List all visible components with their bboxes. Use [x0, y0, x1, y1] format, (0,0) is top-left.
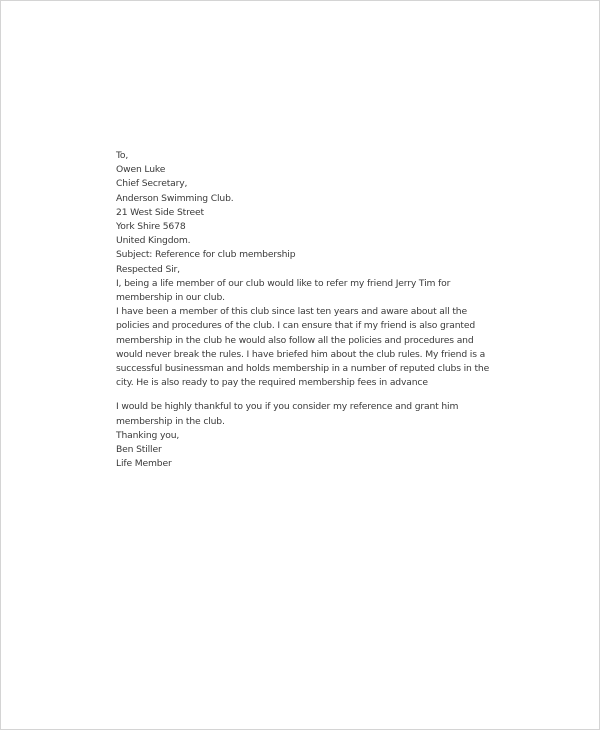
recipient-name: Owen Luke — [116, 164, 166, 176]
letter-body — [116, 149, 501, 471]
paragraph-thanks: I would be highly thankful to you if you consider my reference and grant him membership in the club. — [116, 401, 459, 427]
letter-greeting: Respected Sir, — [116, 263, 180, 275]
sender-name: Ben Stiller — [116, 444, 162, 456]
salutation-to: To, — [116, 150, 129, 161]
recipient-city: York Shire 5678 — [116, 221, 186, 233]
recipient-country: United Kingdom. — [116, 235, 191, 247]
recipient-street: 21 West Side Street — [116, 206, 204, 218]
paragraph-spacer — [116, 390, 501, 400]
sender-title: Life Member — [116, 458, 172, 470]
paragraph-intro: I, being a life member of our club would like to refer my friend Jerry Tim for membership in our club. — [116, 277, 451, 304]
recipient-organization: Anderson Swimming Club. — [116, 192, 234, 204]
recipient-title: Chief Secretary, — [116, 178, 188, 190]
letter-subject: Subject: Reference for club membership — [116, 249, 296, 261]
paragraph-main: I have been a member of this club since last ten years and aware about all the policies and procedures of the club. I can ensure that if my friend is also granted membership in the club he would also follow all the policies and procedures and would never break the rules. I have briefed him about the club rules. My friend is a successful businessman and holds membership in a number of reputed clubs in the city. He is also ready to pay the required membership fees in advance — [116, 306, 490, 389]
letter-closing: Thanking you, — [116, 429, 180, 441]
